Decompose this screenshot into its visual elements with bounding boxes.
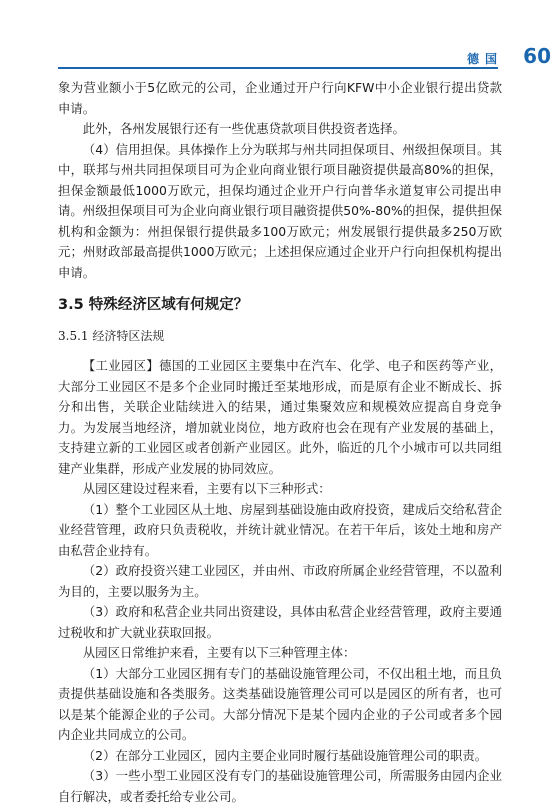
paragraph-credit-guarantee: （4）信用担保。具体操作上分为联邦与州共同担保项目、州级担保项目。其中，联邦与州共同担保项目可为企业向商业银行项目融资提供最高80%的担保，担保金额最低1000万欧元，担保均通过企业开户行向普华永道复审公司提出申请。州级担保项目可为企业向商业银行项目融资提供50%-80%的担保，提供担保机构和金额为：州担保银行提供最多100万欧元；州发展银行提供最多250万欧元；州财政部最高提供1000万欧元；上述担保应通过企业开户行向担保机构提出申请。 [58,141,502,280]
paragraph-kfw-loans: 象为营业额小于5亿欧元的公司，企业通过开户行向KFW中小企业银行提出贷款申请。 [58,80,502,116]
page-content [58,78,502,807]
page-number: 60 [523,44,551,68]
subsection-heading: 3.5.1 经济特区法规 [58,328,165,343]
paragraph-construction-forms: 从园区建设过程来看，主要有以下三种形式： [82,481,331,496]
paragraph-manager-1: （1）大部分工业园区拥有专门的基础设施管理公司，不仅出租土地，而且负责提供基础设施和各类服务。这类基础设施管理公司可以是园区的所有者，也可以是某个能源企业的子公司。大部分情况下是某个园内企业的子公司或者多个园内企业共同成立的公司。 [58,665,502,742]
paragraph-manager-2: （2）在部分工业园区，园内主要企业同时履行基础设施管理公司的职责。 [82,747,488,763]
section-heading: 3.5 特殊经济区域有何规定？ [58,297,249,313]
paragraph-form-2: （2）政府投资兴建工业园区，并由州、市政府所属企业经营管理，不以盈利为目的，主要以服务为主。 [58,563,502,599]
header-rule [58,67,498,69]
paragraph-form-1: （1）整个工业园区从土地、房屋到基础设施由政府投资，建成后交给私营企业经营管理，政府只负责税收，并统计就业情况。在若干年后，该处土地和房产由私营企业持有。 [58,501,502,558]
paragraph-manager-3: （3）一些小型工业园区没有专门的基础设施管理公司，所需服务由园内企业自行解决，或者委托给专业公司。 [58,768,502,804]
paragraph-state-banks: 此外，各州发展银行还有一些优惠贷款项目供投资者选择。 [82,121,405,136]
header-country-label: 德国 [466,52,503,66]
page-header [0,44,559,74]
paragraph-maintenance: 从园区日常维护来看，主要有以下三种管理主体： [82,645,356,660]
paragraph-form-3: （3）政府和私营企业共同出资建设，具体由私营企业经营管理，政府主要通过税收和扩大就业获取回报。 [58,604,502,640]
paragraph-industrial-parks: 【工业园区】德国的工业园区主要集中在汽车、化学、电子和医药等产业，大部分工业园区不是多个企业同时搬迁至某地形成，而是原有企业不断成长、拆分和出售，关联企业陆续进入的结果，通过集聚效应和规模效应提高自身竞争力。为发展当地经济，增加就业岗位，地方政府也会在现有产业发展的基础上，支持建立新的工业园区或者创新产业园区。此外，临近的几个小城市可以共同组建产业集群，形成产业发展的协同效应。 [58,358,502,476]
